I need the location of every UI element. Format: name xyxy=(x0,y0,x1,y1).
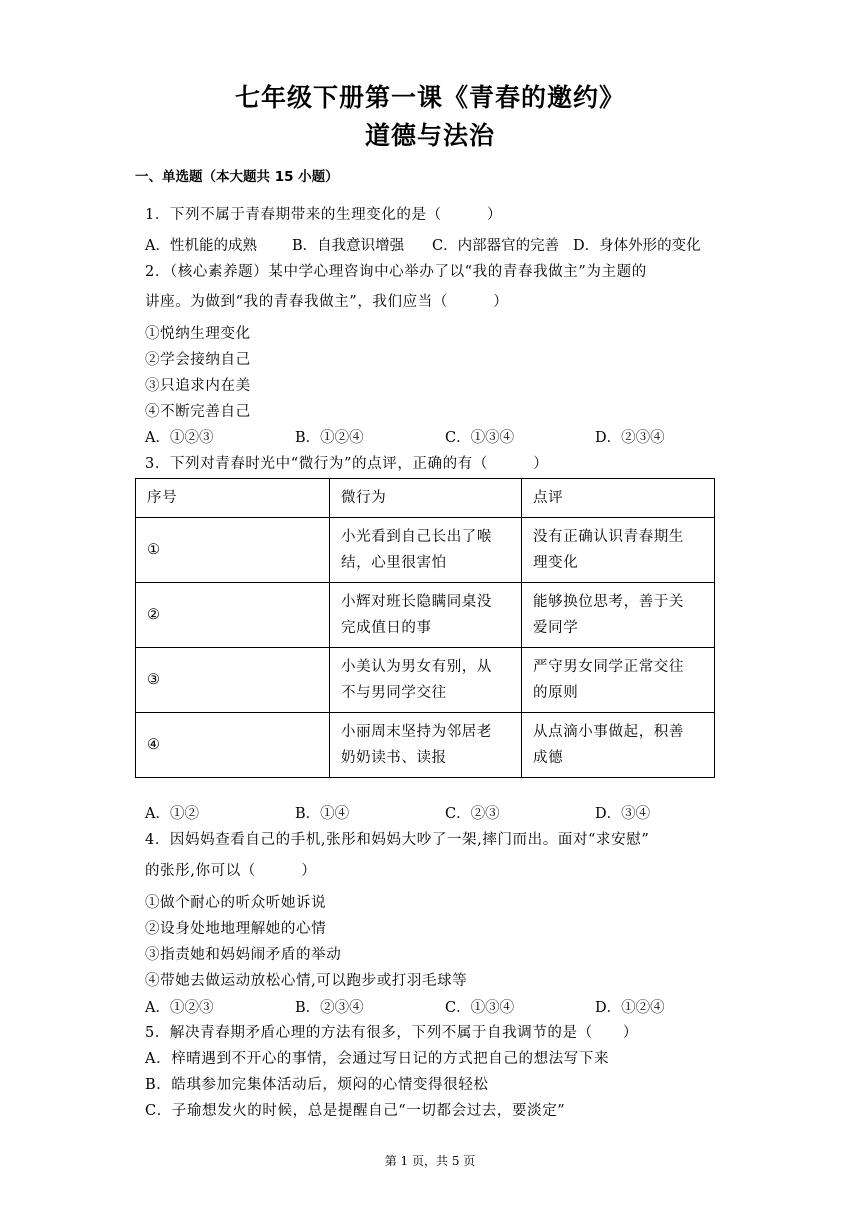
row-behavior: 小丽周末坚持为邻居老 奶奶读书、读报 xyxy=(330,713,522,778)
q5-option-b: B．皓琪参加完集体活动后，烦闷的心情变得很轻松 xyxy=(145,1077,489,1093)
document-title: 七年级下册第一课《青春的邀约》 xyxy=(234,83,625,112)
q2-item-2: ②学会接纳自己 xyxy=(145,352,251,368)
q1-stem: 1．下列不属于青春期带来的生理变化的是（ ） xyxy=(145,207,503,223)
q3-option-b: B．①④ xyxy=(295,806,350,822)
q5-option-a: A．梓晴遇到不开心的事情，会通过写日记的方式把自己的想法写下来 xyxy=(145,1051,610,1067)
q2-stem-line2: 讲座。为做到“我的青春我做主”，我们应当（ ） xyxy=(145,294,509,310)
q4-item-1: ①做个耐心的听众听她诉说 xyxy=(145,895,327,911)
table-row xyxy=(136,518,715,583)
q1-option-d: D．身体外形的变化 xyxy=(573,238,701,254)
q1-option-b: B．自我意识增强 xyxy=(292,238,405,254)
q4-option-c: C．①③④ xyxy=(445,1000,515,1016)
document-subtitle: 道德与法治 xyxy=(364,121,495,150)
q2-stem-line1: 2．（核心素养题）某中学心理咨询中心举办了以“我的青春我做主”为主题的 xyxy=(145,264,647,280)
q4-option-a: A．①②③ xyxy=(145,1000,214,1016)
row-number: ① xyxy=(136,518,330,583)
table-row xyxy=(136,648,715,713)
q2-item-3: ③只追求内在美 xyxy=(145,378,251,394)
row-comment: 严守男女同学正常交往 的原则 xyxy=(522,648,715,713)
row-comment: 从点滴小事做起，积善 成德 xyxy=(522,713,715,778)
q2-item-1: ①悦纳生理变化 xyxy=(145,326,251,342)
q4-item-3: ③指责她和妈妈闹矛盾的举动 xyxy=(145,947,342,963)
q5-stem: 5．解决青春期矛盾心理的方法有很多，下列不属于自我调节的是（ ） xyxy=(145,1025,639,1041)
table-header-row xyxy=(136,479,715,518)
table-row xyxy=(136,713,715,778)
table-header-behavior: 微行为 xyxy=(330,479,522,518)
q3-table xyxy=(135,478,715,778)
q3-option-a: A．①② xyxy=(145,806,199,822)
q1-option-c: C．内部器官的完善 xyxy=(432,238,560,254)
q3-option-d: D．③④ xyxy=(595,806,651,822)
row-number: ③ xyxy=(136,648,330,713)
page-footer: 第 1 页，共 5 页 xyxy=(384,1154,476,1168)
q4-stem-line2: 的张彤,你可以（ ） xyxy=(145,863,317,879)
table-header-comment: 点评 xyxy=(522,479,715,518)
q2-option-b: B．①②④ xyxy=(295,430,364,446)
row-behavior: 小光看到自己长出了喉 结，心里很害怕 xyxy=(330,518,522,583)
q3-stem: 3．下列对青春时光中“微行为”的点评，正确的有（ ） xyxy=(145,456,549,472)
table-header-number: 序号 xyxy=(136,479,330,518)
q2-option-a: A．①②③ xyxy=(145,430,214,446)
q2-option-c: C．①③④ xyxy=(445,430,515,446)
table-row xyxy=(136,583,715,648)
q4-item-2: ②设身处地地理解她的心情 xyxy=(145,921,327,937)
q4-option-b: B．②③④ xyxy=(295,1000,364,1016)
q2-option-d: D．②③④ xyxy=(595,430,665,446)
row-behavior: 小辉对班长隐瞒同桌没 完成值日的事 xyxy=(330,583,522,648)
row-comment: 没有正确认识青春期生 理变化 xyxy=(522,518,715,583)
row-comment: 能够换位思考，善于关 爱同学 xyxy=(522,583,715,648)
q1-option-a: A．性机能的成熟 xyxy=(145,238,257,254)
q3-option-c: C．②③ xyxy=(445,806,500,822)
q4-stem-line1: 4．因妈妈查看自己的手机,张彤和妈妈大吵了一架,摔门而出。面对“求安慰” xyxy=(145,832,650,848)
q5-option-c: C．子瑜想发火的时候，总是提醒自己“一切都会过去，要淡定” xyxy=(145,1103,566,1119)
row-number: ② xyxy=(136,583,330,648)
q2-item-4: ④不断完善自己 xyxy=(145,404,251,420)
q4-item-4: ④带她去做运动放松心情,可以跑步或打羽毛球等 xyxy=(145,973,468,989)
section-heading: 一、单选题（本大题共 15 小题） xyxy=(135,169,339,185)
row-number: ④ xyxy=(136,713,330,778)
row-behavior: 小美认为男女有别，从 不与男同学交往 xyxy=(330,648,522,713)
q4-option-d: D．①②④ xyxy=(595,1000,665,1016)
